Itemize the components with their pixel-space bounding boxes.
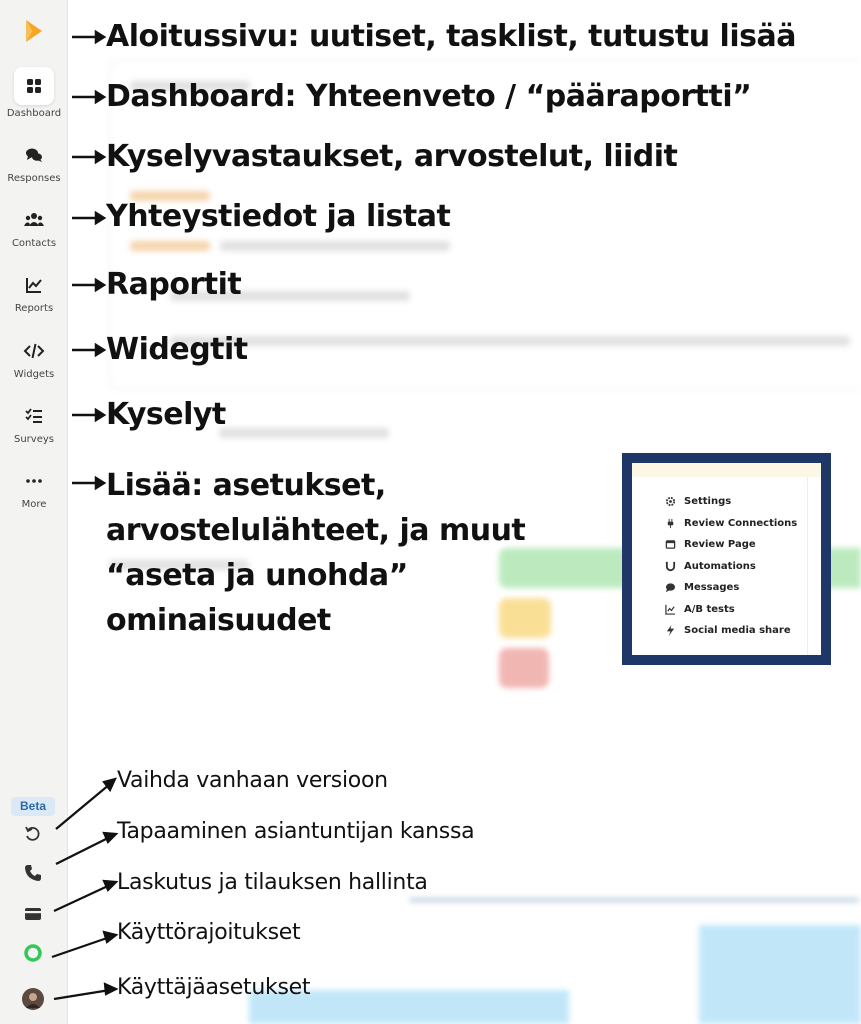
annotation-limits: Käyttörajoitukset xyxy=(117,920,301,945)
billing-button[interactable] xyxy=(22,903,44,925)
magnet-icon xyxy=(664,560,676,572)
undo-icon xyxy=(23,824,43,844)
more-dots-icon xyxy=(23,470,45,492)
app-logo-icon[interactable] xyxy=(24,20,44,42)
sidebar-item-label: Widgets xyxy=(13,369,55,380)
sidebar-item-surveys[interactable] xyxy=(0,401,68,445)
sidebar-item-label: Reports xyxy=(14,303,54,314)
annotation-dashboard: Dashboard: Yhteenveto / “pääraportti” xyxy=(106,79,752,114)
sidebar-item-dashboard[interactable] xyxy=(0,67,68,119)
sidebar-item-responses[interactable] xyxy=(0,140,68,184)
menu-item-social-media-share[interactable]: Social media share xyxy=(638,620,807,642)
annotation-widgets: Widegtit xyxy=(106,332,248,367)
sidebar-item-label: Dashboard xyxy=(6,108,62,119)
sidebar-item-reports[interactable] xyxy=(0,270,68,314)
plug-icon xyxy=(664,517,676,529)
more-menu xyxy=(638,477,808,657)
sidebar-item-label: More xyxy=(21,499,47,510)
bolt-icon xyxy=(664,625,676,637)
gear-icon xyxy=(664,496,676,508)
checklist-icon xyxy=(23,405,45,427)
annotation-old-version: Vaihda vanhaan versioon xyxy=(117,768,388,793)
switch-old-version-button[interactable] xyxy=(22,823,44,845)
annotation-user-settings: Käyttäjäasetukset xyxy=(117,975,311,1000)
menu-item-automations[interactable]: Automations xyxy=(638,556,807,578)
menu-item-messages[interactable]: Messages xyxy=(638,577,807,599)
annotation-more: Lisää: asetukset, arvostelulähteet, ja muut “aseta ja unohda” ominaisuudet xyxy=(106,468,526,638)
menu-item-settings[interactable]: Settings xyxy=(638,491,807,513)
code-icon xyxy=(23,340,45,362)
page-icon xyxy=(664,539,676,551)
menu-item-ab-tests[interactable]: A/B tests xyxy=(638,599,807,621)
credit-card-icon xyxy=(23,904,43,924)
phone-icon xyxy=(23,863,43,883)
line-chart-icon xyxy=(23,274,45,296)
sidebar-item-more[interactable] xyxy=(0,466,68,510)
avatar xyxy=(22,988,44,1010)
menu-item-review-connections[interactable]: Review Connections xyxy=(638,513,807,535)
beta-badge: Beta xyxy=(11,797,55,816)
usage-limits-button[interactable] xyxy=(22,942,44,964)
dashboard-grid-icon xyxy=(23,75,45,97)
chart-icon xyxy=(664,603,676,615)
sidebar-item-widgets[interactable] xyxy=(0,336,68,380)
sidebar-item-label: Surveys xyxy=(14,434,54,445)
menu-item-review-page[interactable]: Review Page xyxy=(638,534,807,556)
annotation-meeting: Tapaaminen asiantuntijan kanssa xyxy=(117,819,475,844)
annotation-contacts: Yhteystiedot ja listat xyxy=(106,199,451,234)
annotation-billing: Laskutus ja tilauksen hallinta xyxy=(117,870,428,895)
sidebar-item-label: Contacts xyxy=(11,238,57,249)
message-icon xyxy=(664,582,676,594)
annotation-reports: Raportit xyxy=(106,267,242,302)
chat-bubbles-icon xyxy=(23,144,45,166)
sidebar xyxy=(0,0,68,1024)
annotation-responses: Kyselyvastaukset, arvostelut, liidit xyxy=(106,139,678,174)
annotation-surveys: Kyselyt xyxy=(106,397,226,432)
annotation-logo: Aloitussivu: uutiset, tasklist, tutustu lisää xyxy=(106,19,796,54)
usage-ring-icon xyxy=(23,943,43,963)
sidebar-item-label: Responses xyxy=(7,173,61,184)
user-settings-button[interactable] xyxy=(22,988,44,1010)
book-meeting-button[interactable] xyxy=(22,862,44,884)
sidebar-item-contacts[interactable] xyxy=(0,205,68,249)
more-menu-inset xyxy=(622,453,831,665)
people-icon xyxy=(23,209,45,231)
